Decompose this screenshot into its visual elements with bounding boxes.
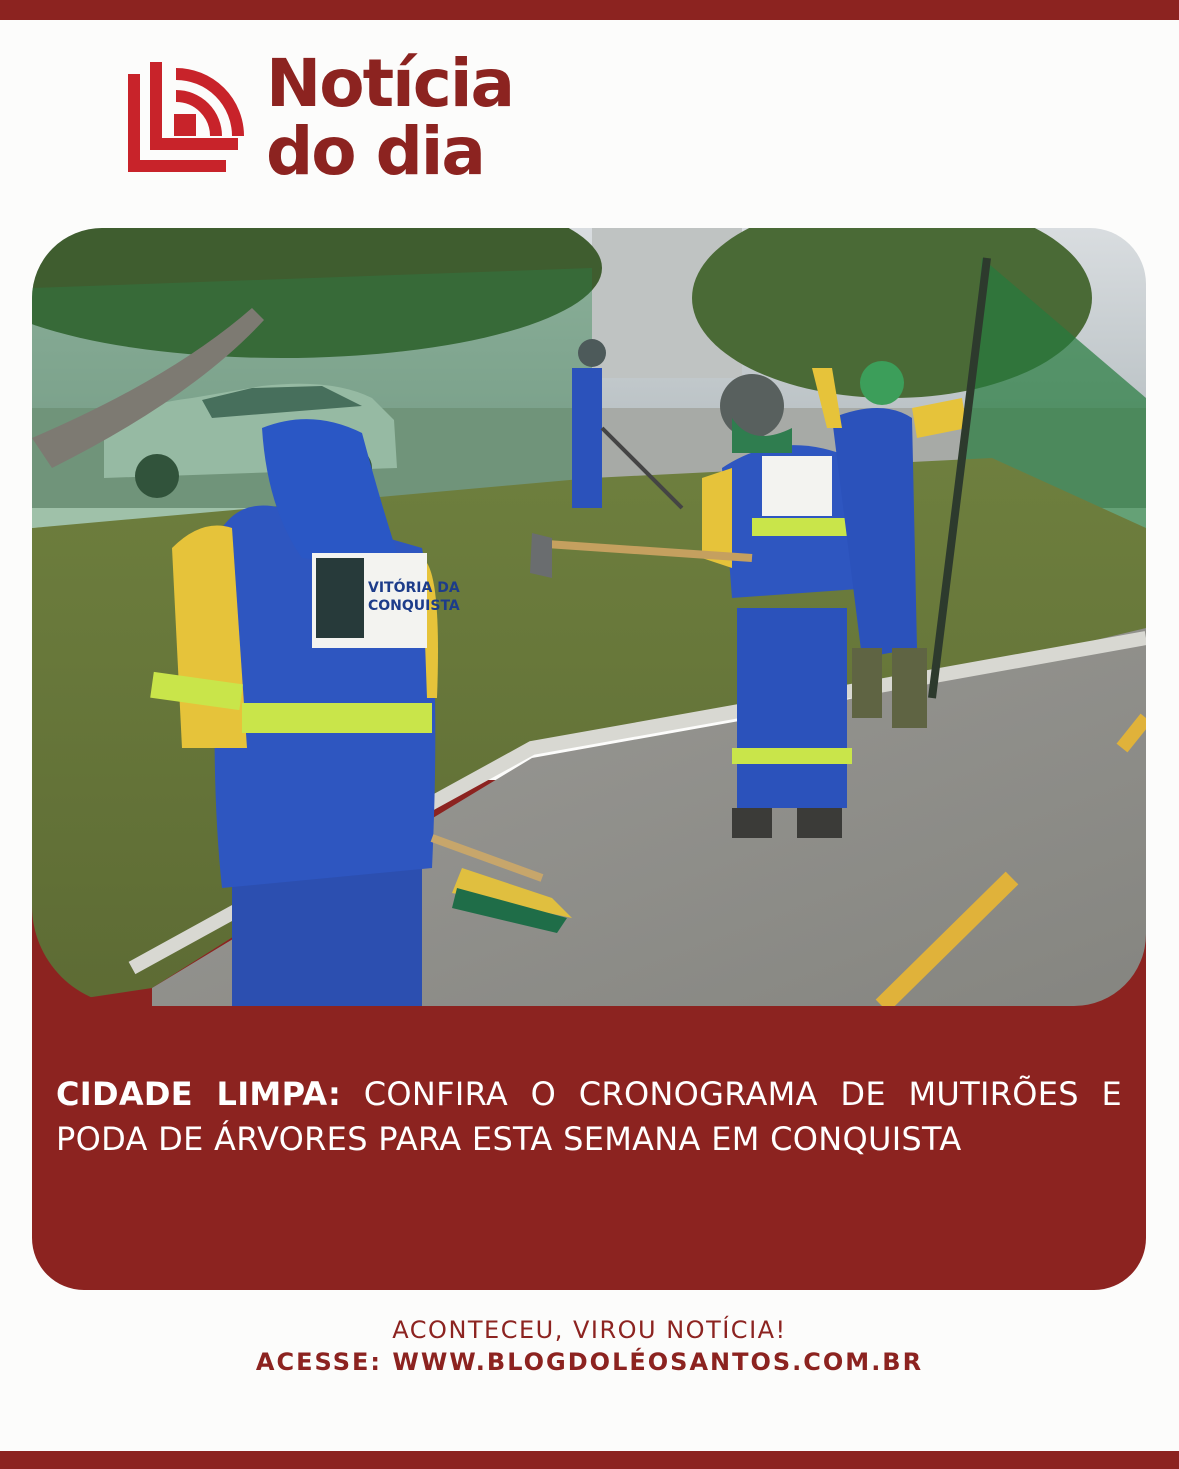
vest-text-1: VITÓRIA DA	[368, 580, 460, 596]
news-photo	[32, 228, 1146, 1006]
website-link[interactable]: ACESSE: WWW.BLOGDOLÉOSANTOS.COM.BR	[255, 1348, 924, 1376]
brand-line-2: do dia	[266, 113, 484, 190]
brand-line-1: Notícia	[266, 45, 514, 122]
headline-lead: CIDADE LIMPA:	[56, 1075, 342, 1113]
bottom-accent-bar	[0, 1451, 1179, 1469]
brand-name	[266, 45, 514, 190]
vest-text-2: CONQUISTA	[368, 598, 460, 614]
tagline: ACONTECEU, VIROU NOTÍCIA!	[392, 1316, 787, 1344]
headline	[56, 1072, 1122, 1162]
logo-icon	[126, 52, 248, 174]
headline-text: CONFIRA O CRONOGRAMA DE MUTIRÕES E PODA DE ÁRVORES PARA ESTA SEMANA EM CONQUISTA	[56, 1075, 1123, 1158]
top-accent-bar	[0, 0, 1179, 20]
